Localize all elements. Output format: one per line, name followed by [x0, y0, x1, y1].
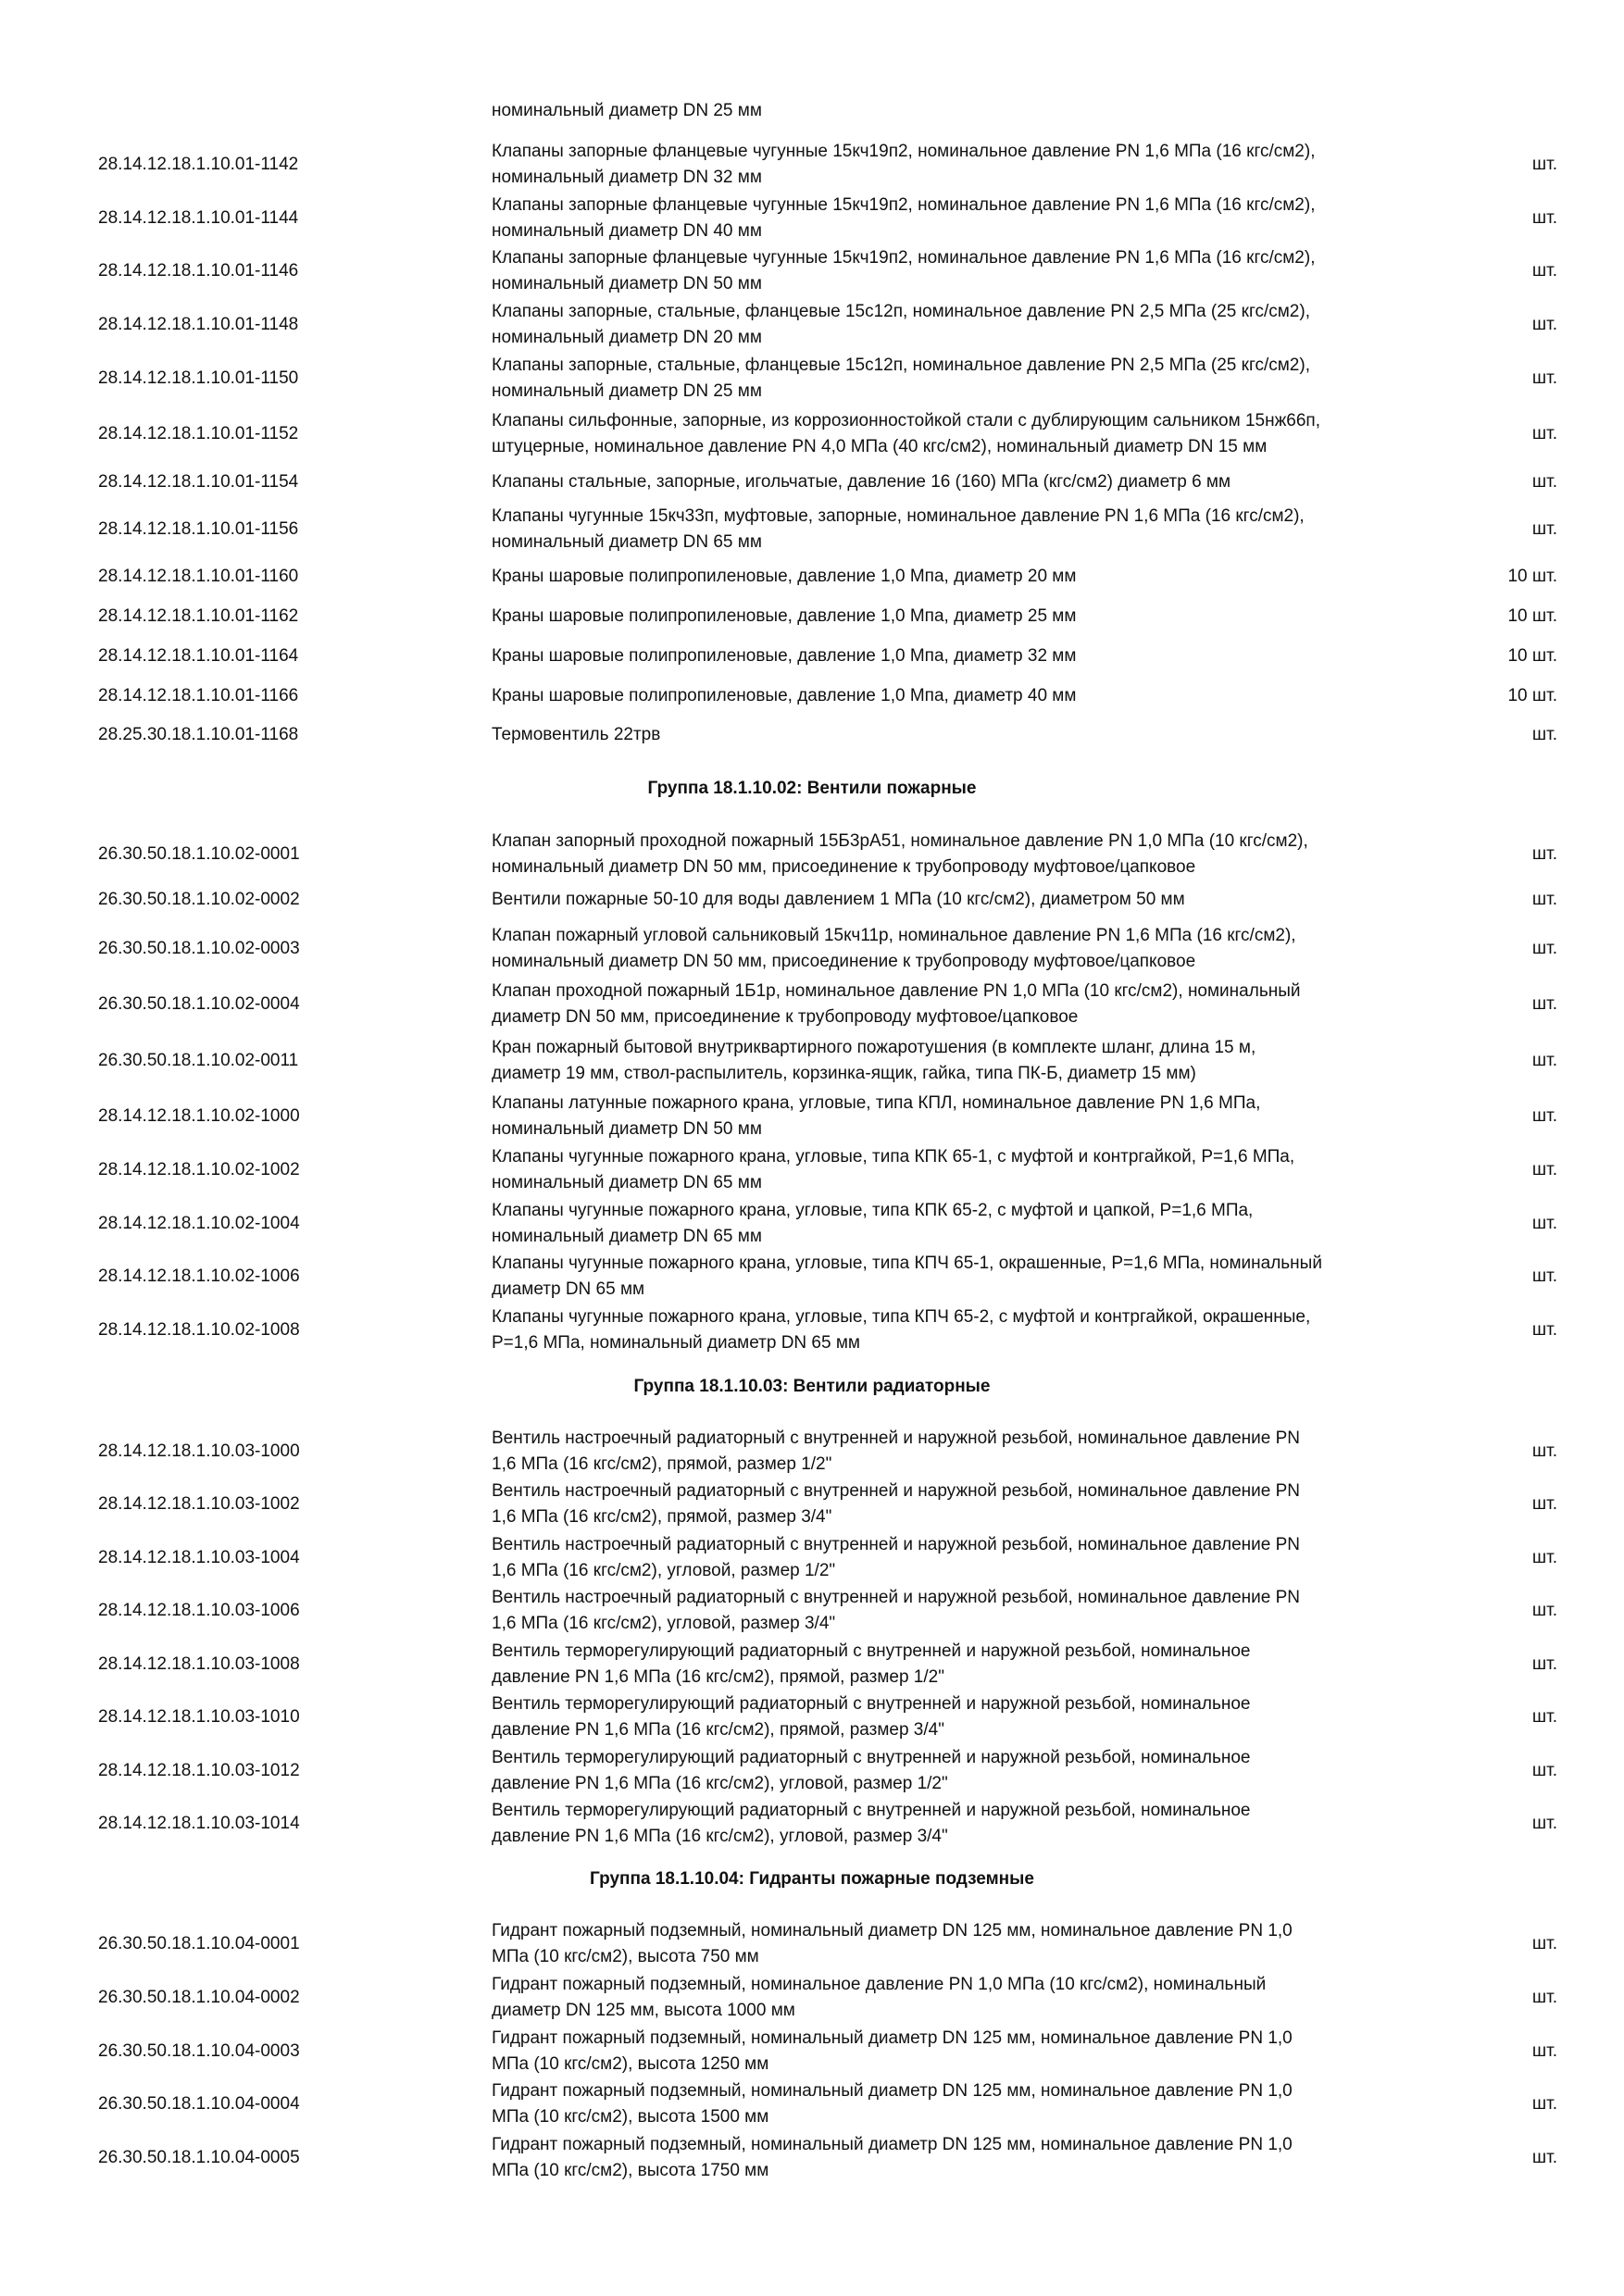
- group-heading: Группа 18.1.10.03: Вентили радиаторные: [633, 1377, 991, 1396]
- item-description: Клапан проходной пожарный 1Б1р, номинальное давление PN 1,0 МПа (10 кгс/см2), номинальный диаметр DN 50 мм, присоединение к трубопроводу муфтовое/цапковое: [492, 981, 1301, 1027]
- item-description: Клапаны чугунные пожарного крана, угловые, типа КПК 65-2, с муфтой и цапкой, Р=1,6 МПа, номинальный диаметр DN 65 мм: [492, 1201, 1254, 1246]
- item-code: 28.14.12.18.1.10.03-1002: [98, 1494, 300, 1514]
- item-code: 28.14.12.18.1.10.02-1008: [98, 1320, 300, 1340]
- item-code: 28.14.12.18.1.10.03-1010: [98, 1707, 300, 1727]
- item-code: 28.14.12.18.1.10.01-1146: [98, 261, 299, 281]
- item-description: Краны шаровые полипропиленовые, давление 1,0 Мпа, диаметр 32 мм: [492, 646, 1077, 666]
- item-unit: шт.: [1531, 1160, 1557, 1179]
- item-description: Вентиль настроечный радиаторный с внутренней и наружной резьбой, номинальное давление PN 1,6 МПа (16 кгс/см2), прямой, размер 1/2": [492, 1429, 1300, 1474]
- item-unit: шт.: [1531, 1051, 1557, 1070]
- item-unit: 10 шт.: [1507, 606, 1557, 626]
- item-code: 28.14.12.18.1.10.01-1164: [98, 646, 299, 666]
- item-unit: шт.: [1531, 1988, 1557, 2007]
- item-code: 28.14.12.18.1.10.02-1004: [98, 1214, 300, 1233]
- item-unit: шт.: [1531, 1214, 1557, 1233]
- item-description: Клапаны запорные фланцевые чугунные 15кч19п2, номинальное давление PN 1,6 МПа (16 кгс/см2), номинальный диаметр DN 50 мм: [492, 248, 1316, 293]
- item-unit: шт.: [1531, 1548, 1557, 1567]
- item-unit: шт.: [1531, 1267, 1557, 1286]
- item-unit: шт.: [1531, 1761, 1557, 1780]
- item-code: 26.30.50.18.1.10.04-0005: [98, 2148, 300, 2167]
- item-unit: шт.: [1531, 2094, 1557, 2114]
- item-code: 26.30.50.18.1.10.04-0004: [98, 2094, 300, 2114]
- item-description: Гидрант пожарный подземный, номинальное давление PN 1,0 МПа (10 кгс/см2), номинальный диаметр DN 125 мм, высота 1000 мм: [492, 1975, 1267, 2020]
- item-unit: шт.: [1531, 2041, 1557, 2061]
- item-unit: шт.: [1531, 725, 1557, 744]
- item-code: 28.14.12.18.1.10.01-1162: [98, 606, 299, 626]
- group-heading: Группа 18.1.10.04: Гидранты пожарные подземные: [590, 1869, 1034, 1889]
- item-description: Краны шаровые полипропиленовые, давление 1,0 Мпа, диаметр 25 мм: [492, 606, 1077, 626]
- item-description: Гидрант пожарный подземный, номинальный диаметр DN 125 мм, номинальное давление PN 1,0 МПа (10 кгс/см2), высота 1750 мм: [492, 2135, 1293, 2180]
- item-unit: шт.: [1531, 1707, 1557, 1727]
- item-description: Клапаны чугунные пожарного крана, угловые, типа КПК 65-1, с муфтой и контргайкой, Р=1,6 МПа, номинальный диаметр DN 65 мм: [492, 1147, 1295, 1192]
- item-description: Клапаны чугунные 15кч33п, муфтовые, запорные, номинальное давление PN 1,6 МПа (16 кгс/см2), номинальный диаметр DN 65 мм: [492, 506, 1305, 552]
- item-code: 26.30.50.18.1.10.04-0002: [98, 1988, 300, 2007]
- item-unit: шт.: [1531, 208, 1557, 228]
- item-code: 26.30.50.18.1.10.02-0001: [98, 844, 300, 864]
- item-unit: шт.: [1531, 472, 1557, 492]
- item-unit: шт.: [1531, 1601, 1557, 1620]
- item-unit: шт.: [1531, 261, 1557, 281]
- item-code: 28.14.12.18.1.10.03-1012: [98, 1761, 300, 1780]
- item-description: Клапан запорный проходной пожарный 15Б3рА51, номинальное давление PN 1,0 МПа (10 кгс/см2), номинальный диаметр DN 50 мм, присоединение к трубопроводу муфтовое/цапковое: [492, 831, 1308, 877]
- item-unit: шт.: [1531, 1654, 1557, 1674]
- item-unit: 10 шт.: [1507, 567, 1557, 586]
- item-unit: шт.: [1531, 994, 1557, 1014]
- item-code: 28.14.12.18.1.10.03-1000: [98, 1441, 300, 1461]
- item-description: Клапаны сильфонные, запорные, из коррозионностойкой стали с дублирующим сальником 15нж66п, штуцерные, номинальное давление PN 4,0 МПа (40 кгс/см2), номинальный диаметр DN 15 мм: [492, 411, 1320, 456]
- item-code: 28.14.12.18.1.10.01-1150: [98, 368, 299, 388]
- item-unit: шт.: [1531, 315, 1557, 334]
- item-unit: шт.: [1531, 1814, 1557, 1833]
- item-code: 26.30.50.18.1.10.02-0011: [98, 1051, 299, 1070]
- item-description: Гидрант пожарный подземный, номинальный диаметр DN 125 мм, номинальное давление PN 1,0 МПа (10 кгс/см2), высота 1500 мм: [492, 2081, 1293, 2127]
- item-description: Краны шаровые полипропиленовые, давление 1,0 Мпа, диаметр 40 мм: [492, 686, 1077, 705]
- item-code: 26.30.50.18.1.10.02-0002: [98, 890, 300, 909]
- item-description: Гидрант пожарный подземный, номинальный диаметр DN 125 мм, номинальное давление PN 1,0 МПа (10 кгс/см2), высота 1250 мм: [492, 2028, 1293, 2074]
- item-code: 28.14.12.18.1.10.01-1152: [98, 424, 299, 443]
- item-description: Вентиль терморегулирующий радиаторный с внутренней и наружной резьбой, номинальное давление PN 1,6 МПа (16 кгс/см2), прямой, размер 3/4": [492, 1694, 1251, 1740]
- item-unit: шт.: [1531, 519, 1557, 539]
- item-code: 28.14.12.18.1.10.01-1166: [98, 686, 299, 705]
- item-code: 26.30.50.18.1.10.02-0004: [98, 994, 300, 1014]
- item-code: 26.30.50.18.1.10.04-0003: [98, 2041, 300, 2061]
- item-description: Вентили пожарные 50-10 для воды давлением 1 МПа (10 кгс/см2), диаметром 50 мм: [492, 890, 1185, 909]
- item-unit: 10 шт.: [1507, 686, 1557, 705]
- item-unit: шт.: [1531, 890, 1557, 909]
- item-code: 28.14.12.18.1.10.01-1154: [98, 472, 299, 492]
- item-description: Гидрант пожарный подземный, номинальный диаметр DN 125 мм, номинальное давление PN 1,0 МПа (10 кгс/см2), высота 750 мм: [492, 1921, 1293, 1966]
- item-description: Вентиль настроечный радиаторный с внутренней и наружной резьбой, номинальное давление PN 1,6 МПа (16 кгс/см2), угловой, размер 1/2": [492, 1535, 1300, 1580]
- item-description: Термовентиль 22трв: [492, 725, 661, 744]
- item-description: Клапаны латунные пожарного крана, угловые, типа КПЛ, номинальное давление PN 1,6 МПа, номинальный диаметр DN 50 мм: [492, 1093, 1261, 1139]
- item-unit: шт.: [1531, 1934, 1557, 1953]
- item-code: 26.30.50.18.1.10.02-0003: [98, 939, 300, 958]
- item-code: 28.14.12.18.1.10.01-1156: [98, 519, 299, 539]
- item-description: Клапаны запорные фланцевые чугунные 15кч19п2, номинальное давление PN 1,6 МПа (16 кгс/см2), номинальный диаметр DN 40 мм: [492, 195, 1316, 241]
- item-description: Вентиль настроечный радиаторный с внутренней и наружной резьбой, номинальное давление PN 1,6 МПа (16 кгс/см2), прямой, размер 3/4": [492, 1481, 1300, 1527]
- item-code: 28.14.12.18.1.10.02-1006: [98, 1267, 300, 1286]
- item-code: 28.14.12.18.1.10.03-1006: [98, 1601, 300, 1620]
- item-unit: 10 шт.: [1507, 646, 1557, 666]
- item-description: Вентиль терморегулирующий радиаторный с внутренней и наружной резьбой, номинальное давление PN 1,6 МПа (16 кгс/см2), угловой, размер 3/4": [492, 1801, 1251, 1846]
- item-description: Клапаны чугунные пожарного крана, угловые, типа КПЧ 65-1, окрашенные, Р=1,6 МПа, номинальный диаметр DN 65 мм: [492, 1254, 1322, 1299]
- item-code: 28.14.12.18.1.10.01-1148: [98, 315, 299, 334]
- item-description: Вентиль настроечный радиаторный с внутренней и наружной резьбой, номинальное давление PN 1,6 МПа (16 кгс/см2), угловой, размер 3/4": [492, 1588, 1300, 1633]
- item-code: 28.14.12.18.1.10.03-1008: [98, 1654, 300, 1674]
- item-unit: шт.: [1531, 155, 1557, 174]
- item-code: 26.30.50.18.1.10.04-0001: [98, 1934, 300, 1953]
- item-description: Клапаны запорные, стальные, фланцевые 15с12п, номинальное давление PN 2,5 МПа (25 кгс/см2), номинальный диаметр DN 20 мм: [492, 302, 1310, 347]
- item-description: Клапаны запорные, стальные, фланцевые 15с12п, номинальное давление PN 2,5 МПа (25 кгс/см2), номинальный диаметр DN 25 мм: [492, 356, 1310, 401]
- item-unit: шт.: [1531, 939, 1557, 958]
- item-description: Клапаны запорные фланцевые чугунные 15кч19п2, номинальное давление PN 1,6 МПа (16 кгс/см2), номинальный диаметр DN 32 мм: [492, 142, 1316, 187]
- item-unit: шт.: [1531, 844, 1557, 864]
- item-description: Вентиль терморегулирующий радиаторный с внутренней и наружной резьбой, номинальное давление PN 1,6 МПа (16 кгс/см2), угловой, размер 1/2": [492, 1748, 1251, 1793]
- item-code: 28.14.12.18.1.10.03-1004: [98, 1548, 300, 1567]
- item-unit: шт.: [1531, 1320, 1557, 1340]
- item-description: Кран пожарный бытовой внутриквартирного пожаротушения (в комплекте шланг, длина 15 м, диаметр 19 мм, ствол-распылитель, корзинка-ящик, гайка, типа ПК-Б, диаметр 15 мм): [492, 1038, 1256, 1083]
- group-heading: Группа 18.1.10.02: Вентили пожарные: [647, 779, 977, 798]
- item-unit: шт.: [1531, 1106, 1557, 1126]
- item-description: Краны шаровые полипропиленовые, давление 1,0 Мпа, диаметр 20 мм: [492, 567, 1077, 586]
- item-unit: шт.: [1531, 368, 1557, 388]
- item-unit: шт.: [1531, 1441, 1557, 1461]
- item-unit: шт.: [1531, 1494, 1557, 1514]
- item-code: 28.14.12.18.1.10.01-1142: [98, 155, 299, 174]
- item-code: 28.14.12.18.1.10.02-1002: [98, 1160, 300, 1179]
- item-description: Клапан пожарный угловой сальниковый 15кч11р, номинальное давление PN 1,6 МПа (16 кгс/см2), номинальный диаметр DN 50 мм, присоединение к трубопроводу муфтовое/цапковое: [492, 926, 1296, 971]
- item-code: 28.14.12.18.1.10.03-1014: [98, 1814, 300, 1833]
- item-description: Вентиль терморегулирующий радиаторный с внутренней и наружной резьбой, номинальное давление PN 1,6 МПа (16 кгс/см2), прямой, размер 1/2": [492, 1641, 1251, 1687]
- item-description: номинальный диаметр DN 25 мм: [492, 101, 762, 120]
- item-code: 28.14.12.18.1.10.01-1160: [98, 567, 299, 586]
- item-unit: шт.: [1531, 424, 1557, 443]
- item-code: 28.25.30.18.1.10.01-1168: [98, 725, 299, 744]
- item-description: Клапаны чугунные пожарного крана, угловые, типа КПЧ 65-2, с муфтой и контргайкой, окрашенные, Р=1,6 МПа, номинальный диаметр DN 65 мм: [492, 1307, 1311, 1353]
- item-description: Клапаны стальные, запорные, игольчатые, давление 16 (160) МПа (кгс/см2) диаметр 6 мм: [492, 472, 1231, 492]
- item-unit: шт.: [1531, 2148, 1557, 2167]
- item-code: 28.14.12.18.1.10.01-1144: [98, 208, 299, 228]
- item-code: 28.14.12.18.1.10.02-1000: [98, 1106, 300, 1126]
